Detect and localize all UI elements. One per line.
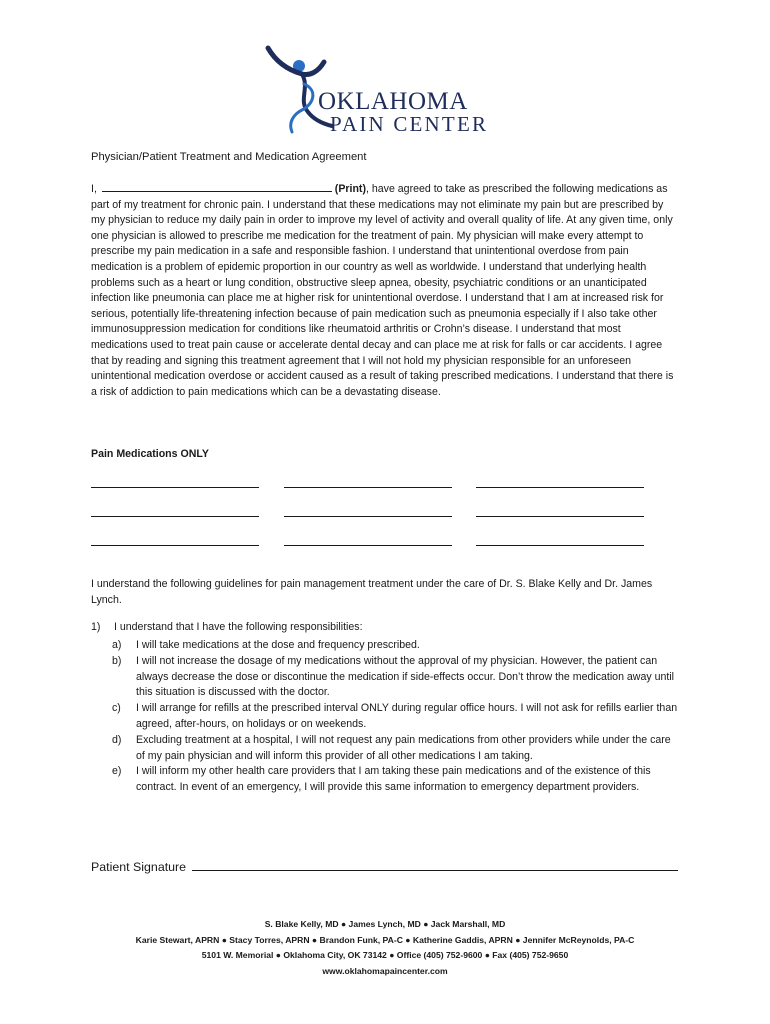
document-title: Physician/Patient Treatment and Medication Agreement [91, 151, 367, 163]
list-item-letter: d) [112, 733, 122, 746]
list-item [112, 638, 680, 654]
signature-label: Patient Signature [91, 860, 187, 874]
agreement-paragraph [91, 181, 679, 400]
logo-text-pain-center: PAIN CENTER [330, 112, 489, 136]
list-item-letter: e) [112, 765, 122, 778]
list-item-text: I will inform my other health care providers that I am taking these pain medications and of the existence of this contract. In event of an emergency, I will provide this same information to emergency department providers. [136, 765, 651, 794]
guidelines-paragraph: I understand the following guidelines for pain management treatment under the care of Dr. S. Blake Kelly and Dr. James Lynch. [91, 578, 653, 606]
clinic-logo [258, 40, 518, 140]
medication-field-4[interactable] [91, 516, 259, 517]
list-item [112, 733, 680, 765]
responsibilities-list [112, 638, 680, 796]
logo-text-oklahoma: OKLAHOMA [318, 88, 468, 115]
list-item [112, 764, 680, 796]
footer [0, 917, 770, 979]
medications-heading: Pain Medications ONLY [91, 448, 209, 460]
list-item-text: Excluding treatment at a hospital, I will not request any pain medications from other providers while under the care of my pain physician and will inform this provider of all other medications I am taking. [136, 733, 671, 762]
list-item [112, 654, 680, 701]
responsibilities-number: 1) [91, 621, 101, 633]
footer-website[interactable]: www.oklahomapaincenter.com [322, 965, 448, 976]
responsibilities-heading: I understand that I have the following responsibilities: [114, 621, 363, 633]
list-item-letter: a) [112, 639, 122, 651]
list-item [112, 701, 680, 733]
list-item-letter: c) [112, 702, 121, 715]
medication-field-8[interactable] [284, 545, 452, 546]
medication-field-6[interactable] [476, 516, 644, 517]
signature-row [91, 858, 678, 874]
list-item-text: I will not increase the dosage of my medications without the approval of my physician. However, the patient can always decrease the dose or discontinue the medication if side-effects occur. Don’t throw the medication away until this situation is discussed with the doctor. [136, 654, 675, 699]
signature-field[interactable] [192, 858, 678, 871]
intro-text: , have agreed to take as prescribed the following medications as part of my treatment for chronic pain. I understand that these medications may not eliminate my pain but are prescribed by my physician to reduce my daily pain in order to improve my level of activity and overall quality of life. At any given time, only one physician is allowed to prescribe me medication for the treatment of pain. My physician will make every attempt to prescribe my pain medication in a safe and responsible fashion. I understand that unintentional overdose from pain medication is a problem of epidemic proportion in our country as well as worldwide. I understand that underlying health problems such as a heart or lung condition, obstructive sleep apnea, obesity, psychiatric conditions or an unanticipated infection like pneumonia can place me at higher risk for unintentional overdose. I understand that I am at increased risk for serious, potentially life-threatening infection because of pain medication such as pneumonia especially if I also take other immunosuppression medication for conditions like rheumatoid arthritis or Crohn’s disease. I understand that most medications used to treat pain cause or accelerate dental decay and can place me at risk for falls or car accidents. I agree that by reading and signing this treatment agreement that I will not hold my physician responsible for an unforeseen unintentional medication overdose or accident caused as a result of taking prescribed medications. I understand that there is a risk of addiction to pain medications which can be a devastating disease. [91, 183, 674, 398]
footer-providers: Karie Stewart, APRN ● Stacy Torres, APRN ● Brandon Funk, PA-C ● Katherine Gaddis, APRN ● Jennifer McReynolds, PA-C [135, 934, 635, 945]
medication-field-3[interactable] [476, 487, 644, 488]
print-label: (Print) [334, 183, 366, 195]
intro-prefix: I, [91, 183, 97, 195]
medication-field-2[interactable] [284, 487, 452, 488]
medication-field-5[interactable] [284, 516, 452, 517]
print-name-field[interactable] [102, 181, 332, 192]
footer-physicians: S. Blake Kelly, MD ● James Lynch, MD ● Jack Marshall, MD [264, 919, 506, 929]
list-item-text: I will arrange for refills at the prescribed interval ONLY during regular office hours. I will not ask for refills earlier than agreed, after-hours, on holidays or on weekends. [136, 702, 678, 730]
footer-address: 5101 W. Memorial ● Oklahoma City, OK 73142 ● Office (405) 752-9600 ● Fax (405) 752-9650 [201, 950, 569, 961]
list-item-letter: b) [112, 654, 122, 667]
medication-field-1[interactable] [91, 487, 259, 488]
medication-field-9[interactable] [476, 545, 644, 546]
medication-field-7[interactable] [91, 545, 259, 546]
list-item-text: I will take medications at the dose and frequency prescribed. [136, 639, 420, 651]
